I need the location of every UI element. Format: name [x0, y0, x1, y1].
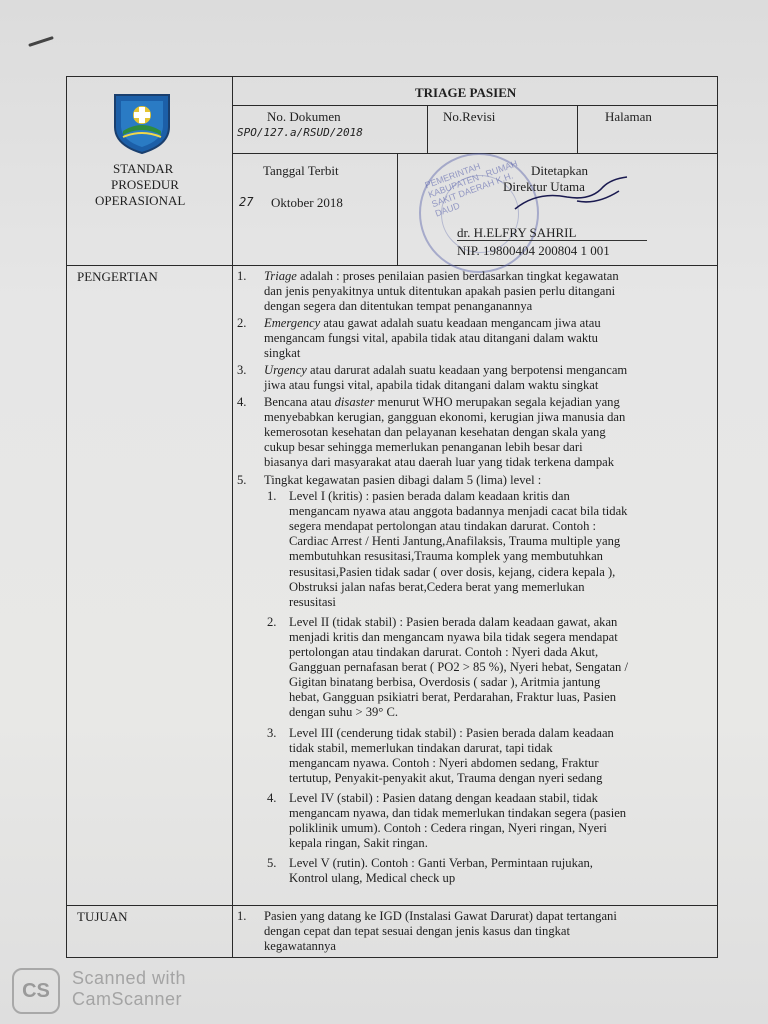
level-text-line: poliklinik umum). Contoh : Cedera ringan, Nyeri ringan, Nyeri [289, 821, 607, 836]
section-pengertian: PENGERTIAN [77, 269, 158, 284]
level-text-line: Obstruksi jalan nafas berat,Cedera berat yang memerlukan [289, 579, 585, 594]
text-line: biasanya dari masyarakat atau daerah luar yang tidak terkena dampak [264, 455, 615, 469]
level-number: 1. [267, 489, 277, 503]
tanggal-terbit-value: Oktober 2018 [271, 195, 343, 210]
list-item: Triage adalah : proses penilaian pasien berdasarkan tingkat kegawatan [264, 269, 619, 283]
list-number: 3. [237, 363, 247, 377]
level-text-line: dengan suhu > 39° C. [289, 705, 399, 720]
ditetapkan-label: Ditetapkan [531, 163, 589, 178]
level-text-line: Level V (rutin). Contoh : Ganti Verban, Permintaan rujukan, [289, 856, 593, 871]
level-text-line: Gigitan binatang berbisa, Overdosis ( sadar ), Aritmia jantung [289, 675, 601, 690]
level-text-line: membutuhkan resusitasi,Trauma komplek yang membutuhkan [289, 549, 603, 564]
halaman-label: Halaman [605, 109, 652, 124]
camscanner-watermark: Scanned with CamScanner [72, 968, 187, 1009]
divider [577, 105, 578, 153]
direktur-label: Direktur Utama [503, 179, 585, 194]
text-line: Pasien yang datang ke IGD (Instalasi Gawat Darurat) dapat tertangani [264, 909, 617, 923]
list-number: 2. [237, 316, 247, 330]
list-number: 4. [237, 395, 247, 409]
document-title: TRIAGE PASIEN [415, 85, 517, 100]
list-number: 1. [237, 909, 247, 923]
level-text-line: Level III (cenderung tidak stabil) : Pasien berada dalam keadaan [289, 725, 614, 740]
list-number: 1. [237, 269, 247, 283]
level-text-line: Level II (tidak stabil) : Pasien berada dalam keadaan gawat, akan [289, 614, 618, 629]
level-text-line: menjadi kritis dan mengancam nyawa bila tidak segera mendapat [289, 629, 618, 644]
level-text-line: resusitasi,Pasien tidak sadar ( over dosis, kejang, cidera kepala ), [289, 564, 616, 579]
divider [427, 105, 428, 153]
level-text-line: Gangguan pernafasan berat ( PO2 > 85 %), Nyeri hebat, Sengatan / [289, 660, 628, 675]
level-text-line: Kontrol ulang, Medical check up [289, 871, 456, 886]
signature-icon [507, 171, 637, 217]
tanggal-terbit-label: Tanggal Terbit [263, 163, 339, 178]
divider [67, 265, 717, 266]
level-text-line: Level I (kritis) : pasien berada dalam keadaan kritis dan [289, 489, 570, 503]
level-number: 2. [267, 614, 277, 629]
divider [232, 77, 233, 957]
name-underline [457, 240, 647, 241]
level-text-line: mengancam nyawa, dan tidak memerlukan tindakan segera (pasien [289, 806, 627, 820]
direktur-name: dr. H.ELFRY SAHRIL [457, 225, 577, 240]
prosedur-label: PROSEDUR [111, 177, 179, 192]
sop-document [66, 76, 718, 958]
list-item: Emergency atau gawat adalah suatu keadaan mengancam jiwa atau [264, 316, 601, 330]
level-text-line: kepala ringan, Sakit ringan. [289, 836, 428, 851]
text-line: cukup besar sehingga memerlukan penanganan lebih besar dari [264, 440, 583, 454]
hospital-logo-icon [109, 89, 175, 155]
section-tujuan: TUJUAN [77, 909, 128, 924]
level-text-line: mengancam nyawa. Contoh : Nyeri abdomen sedang, Fraktur [289, 755, 599, 770]
level-text-line: resusitasi [289, 594, 336, 609]
no-dokumen-label: No. Dokumen [267, 109, 341, 124]
level-text-line: Cardiac Arrest / Henti Jantung,Anafilaksis, Trauma multiple yang [289, 534, 621, 549]
text-line: mengancam fungsi vital, apabila tidak atau ditangani dalam waktu [264, 331, 598, 345]
level-text-line: mengancam nyawa atau anggota badannya menjadi cacat bila tidak [289, 504, 628, 519]
level-text-line: segera mendapat pertolongan atau tindakan darurat. Contoh : [289, 519, 597, 534]
direktur-nip: NIP. 19800404 200804 1 001 [457, 243, 610, 258]
text-line: dengan segera dan ditentukan tempat penanganannya [264, 299, 533, 313]
level-text-line: hebat, Gangguan psikiatri berat, Perdarahan, Fraktur luas, Pasien [289, 690, 616, 705]
no-dokumen-value: SPO/127.a/RSUD/2018 [237, 126, 363, 139]
tanggal-day: 27 [239, 195, 254, 209]
text-line: jiwa atau fungsi vital, apabila tidak ditangani dalam waktu singkat [264, 378, 599, 392]
text-line: menyebabkan kerugian, gangguan ekonomi, kerugian jiwa manusia dan [264, 410, 626, 424]
standar-label: STANDAR [113, 161, 174, 176]
pen-mark [28, 36, 54, 47]
list-item: Bencana atau disaster menurut WHO merupakan segala kejadian yang [264, 395, 620, 409]
level-number: 3. [267, 725, 277, 740]
text-line: kemerosotan kesehatan dan pelayanan kesehatan dengan skala yang [264, 425, 606, 439]
text-line: Tingkat kegawatan pasien dibagi dalam 5 (lima) level : [264, 473, 542, 487]
no-revisi-label: No.Revisi [443, 109, 496, 124]
level-text-line: tidak stabil, memerlukan tindakan darurat, tapi tidak [289, 740, 553, 755]
divider [67, 905, 717, 906]
level-text-line: pertolongan atau tindakan darurat. Contoh : Nyeri dada Akut, [289, 645, 599, 659]
divider [232, 105, 717, 106]
camscanner-logo-icon: CS [12, 968, 60, 1014]
level-number: 4. [267, 790, 277, 805]
level-text-line: tertutup, Penyakit-penyakit akut, Trauma dengan nyeri sedang [289, 770, 603, 785]
text-line: singkat [264, 346, 301, 360]
divider [397, 153, 398, 265]
list-item: Urgency atau darurat adalah suatu keadaan yang berpotensi mengancam [264, 363, 628, 377]
level-text-line: Level IV (stabil) : Pasien datang dengan keadaan stabil, tidak [289, 790, 598, 805]
list-number: 5. [237, 473, 247, 487]
text-line: kegawatannya [264, 939, 337, 953]
official-stamp: PEMERINTAH KABUPATEN · RUMAH SAKIT DAERAH K.H. DAUD [419, 153, 539, 273]
text-line: dan jenis penyakitnya untuk ditentukan apakah pasien perlu ditangani [264, 284, 616, 298]
level-number: 5. [267, 856, 277, 871]
text-line: dengan cepat dan tepat sesuai dengan jenis kasus dan tingkat [264, 924, 571, 938]
operasional-label: OPERASIONAL [95, 193, 186, 208]
